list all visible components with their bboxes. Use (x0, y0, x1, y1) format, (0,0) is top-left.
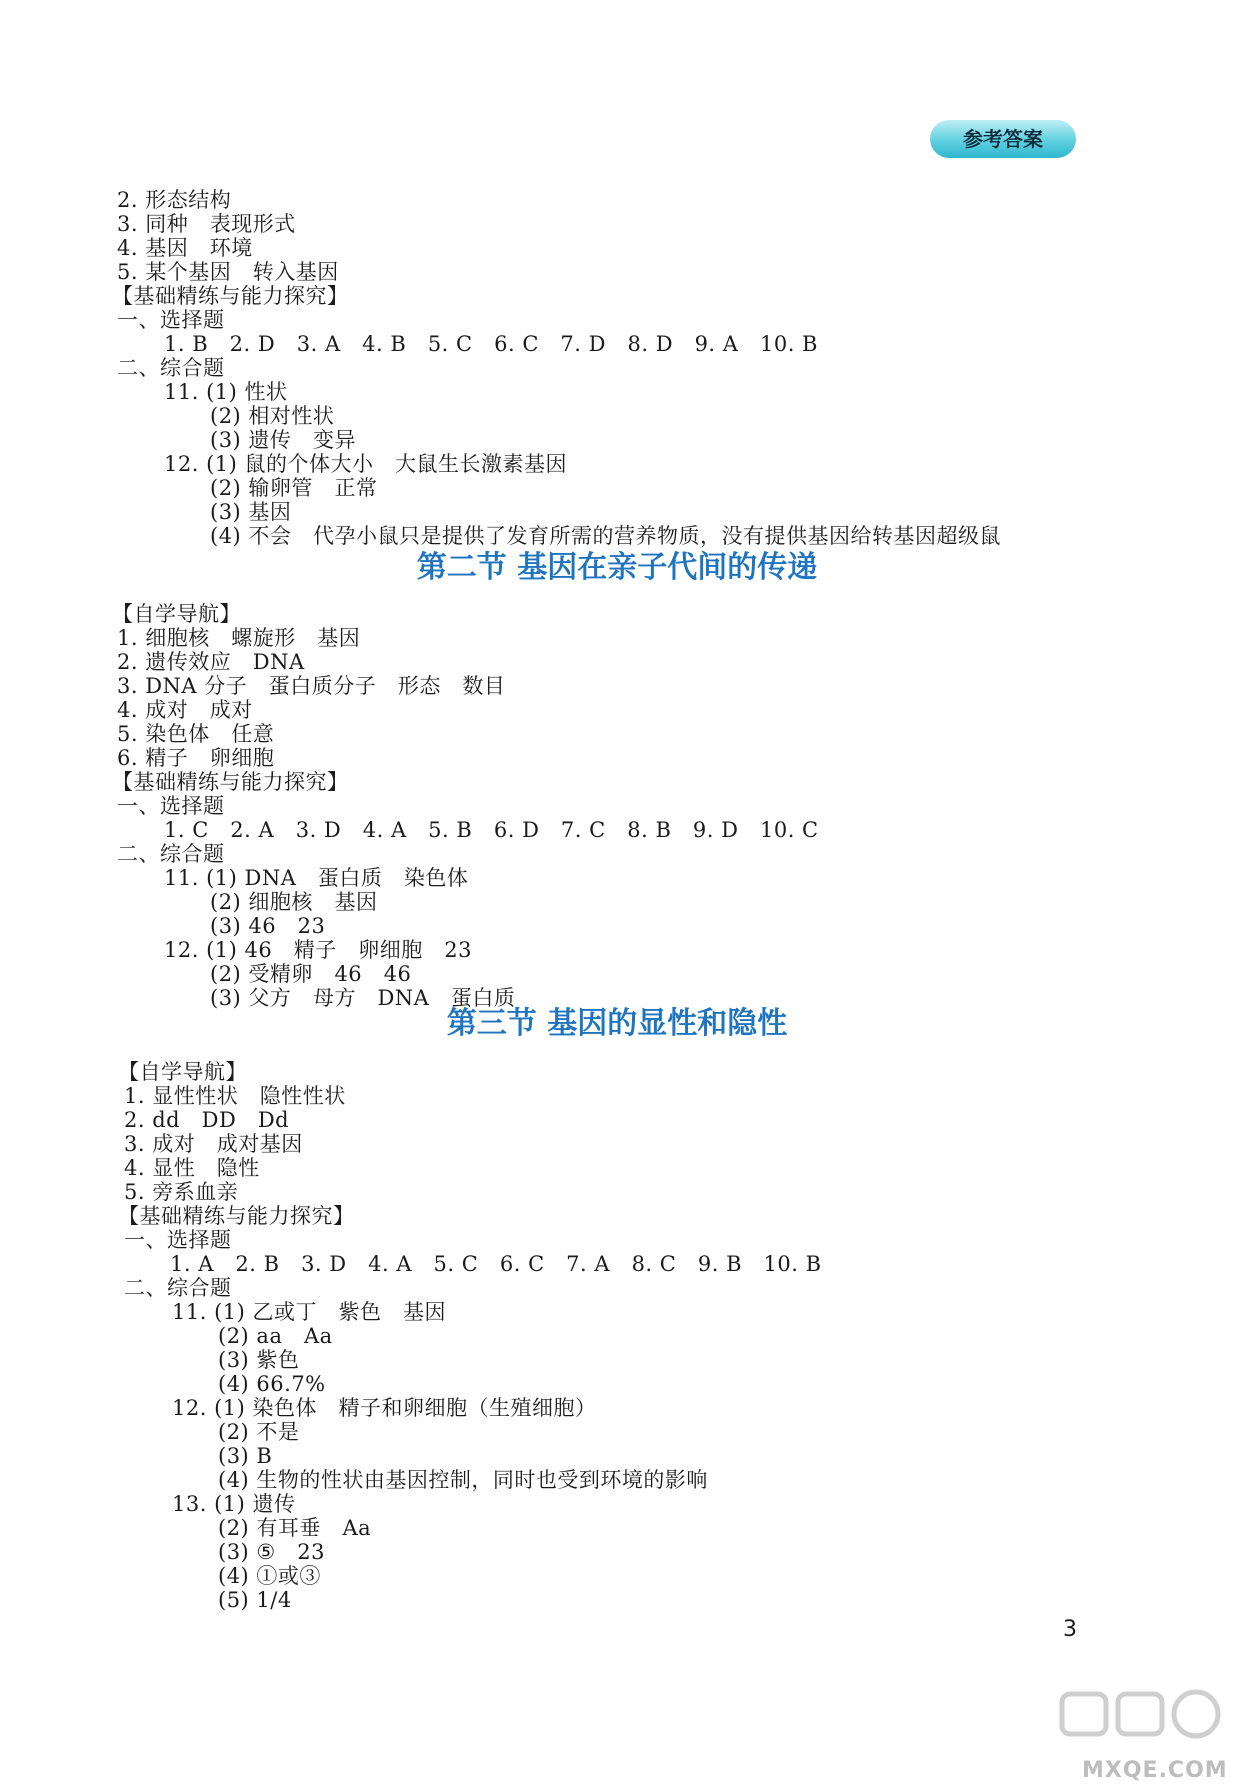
question-type-heading: 二、综合题 (124, 1276, 232, 1300)
answer-line: (2) 细胞核 基因 (210, 890, 378, 914)
answer-line: 5. 染色体 任意 (117, 722, 275, 746)
answer-line: 6. 精子 卵细胞 (117, 746, 275, 770)
answer-line: 3. 同种 表现形式 (117, 212, 296, 236)
section-title: 第三节 基因的显性和隐性 (446, 1006, 788, 1041)
answer-line: 4. 显性 隐性 (124, 1156, 260, 1180)
answer-line: 11. (1) 性状 (164, 380, 288, 404)
subsection-heading: 【自学导航】 (118, 1060, 247, 1084)
question-type-heading: 二、综合题 (117, 356, 225, 380)
answer-line: 5. 某个基因 转入基因 (117, 260, 339, 284)
choice-answers: 1. C 2. A 3. D 4. A 5. B 6. D 7. C 8. B 9. D 10. C (164, 818, 819, 842)
subsection-heading: 【基础精练与能力探究】 (118, 1204, 355, 1228)
answer-line: 3. 成对 成对基因 (124, 1132, 303, 1156)
answer-key-badge: 参考答案 (930, 120, 1076, 158)
answer-line: (2) 输卵管 正常 (210, 476, 378, 500)
answer-line: (2) 不是 (218, 1420, 300, 1444)
answer-line: (5) 1/4 (218, 1588, 292, 1612)
question-type-heading: 一、选择题 (117, 794, 225, 818)
answer-line: (2) aa Aa (218, 1324, 333, 1348)
subsection-heading: 【自学导航】 (112, 602, 241, 626)
answer-line: (3) 遗传 变异 (210, 428, 356, 452)
answer-line: 2. 遗传效应 DNA (117, 650, 305, 674)
answer-line: 12. (1) 46 精子 卵细胞 23 (164, 938, 473, 962)
answer-line: (3) 基因 (210, 500, 292, 524)
answer-line: 4. 基因 环境 (117, 236, 253, 260)
answer-line: 3. DNA 分子 蛋白质分子 形态 数目 (117, 674, 506, 698)
answer-line: (3) ⑤ 23 (218, 1540, 325, 1564)
section-title: 第二节 基因在亲子代间的传递 (416, 550, 818, 585)
answer-line: 11. (1) 乙或丁 紫色 基因 (172, 1300, 447, 1324)
subsection-heading: 【基础精练与能力探究】 (112, 770, 349, 794)
question-type-heading: 一、选择题 (124, 1228, 232, 1252)
answer-line: (4) 生物的性状由基因控制，同时也受到环境的影响 (218, 1468, 708, 1492)
choice-answers: 1. B 2. D 3. A 4. B 5. C 6. C 7. D 8. D 9. A 10. B (164, 332, 818, 356)
subsection-heading: 【基础精练与能力探究】 (112, 284, 349, 308)
watermark-text: MXQE.COM (1082, 1758, 1228, 1783)
answer-line: (4) 66.7% (218, 1372, 326, 1396)
answer-line: (2) 有耳垂 Aa (218, 1516, 372, 1540)
answer-line: 2. 形态结构 (117, 188, 232, 212)
answer-line: 4. 成对 成对 (117, 698, 253, 722)
answer-line: 12. (1) 鼠的个体大小 大鼠生长激素基因 (164, 452, 568, 476)
answer-line: 11. (1) DNA 蛋白质 染色体 (164, 866, 469, 890)
answer-line: (3) 46 23 (210, 914, 326, 938)
answer-line: (2) 受精卵 46 46 (210, 962, 412, 986)
page-number: 3 (1063, 1617, 1077, 1642)
answer-line: 1. 细胞核 螺旋形 基因 (117, 626, 361, 650)
answer-line: (3) 紫色 (218, 1348, 300, 1372)
answer-line: (4) ①或③ (218, 1564, 321, 1588)
choice-answers: 1. A 2. B 3. D 4. A 5. C 6. C 7. A 8. C 9. B 10. B (170, 1252, 822, 1276)
answer-line: 13. (1) 遗传 (172, 1492, 296, 1516)
answer-line: 2. dd DD Dd (124, 1108, 290, 1132)
answer-line: (3) B (218, 1444, 273, 1468)
answer-line: 12. (1) 染色体 精子和卵细胞（生殖细胞） (172, 1396, 597, 1420)
answer-line: (4) 不会 代孕小鼠只是提供了发育所需的营养物质，没有提供基因给转基因超级鼠 (210, 524, 1001, 548)
question-type-heading: 二、综合题 (117, 842, 225, 866)
answer-line: 5. 旁系血亲 (124, 1180, 239, 1204)
answer-line: 1. 显性性状 隐性性状 (124, 1084, 346, 1108)
answer-line: (2) 相对性状 (210, 404, 335, 428)
question-type-heading: 一、选择题 (117, 308, 225, 332)
answer-line: (3) 父方 母方 DNA 蛋白质 (210, 986, 516, 1010)
